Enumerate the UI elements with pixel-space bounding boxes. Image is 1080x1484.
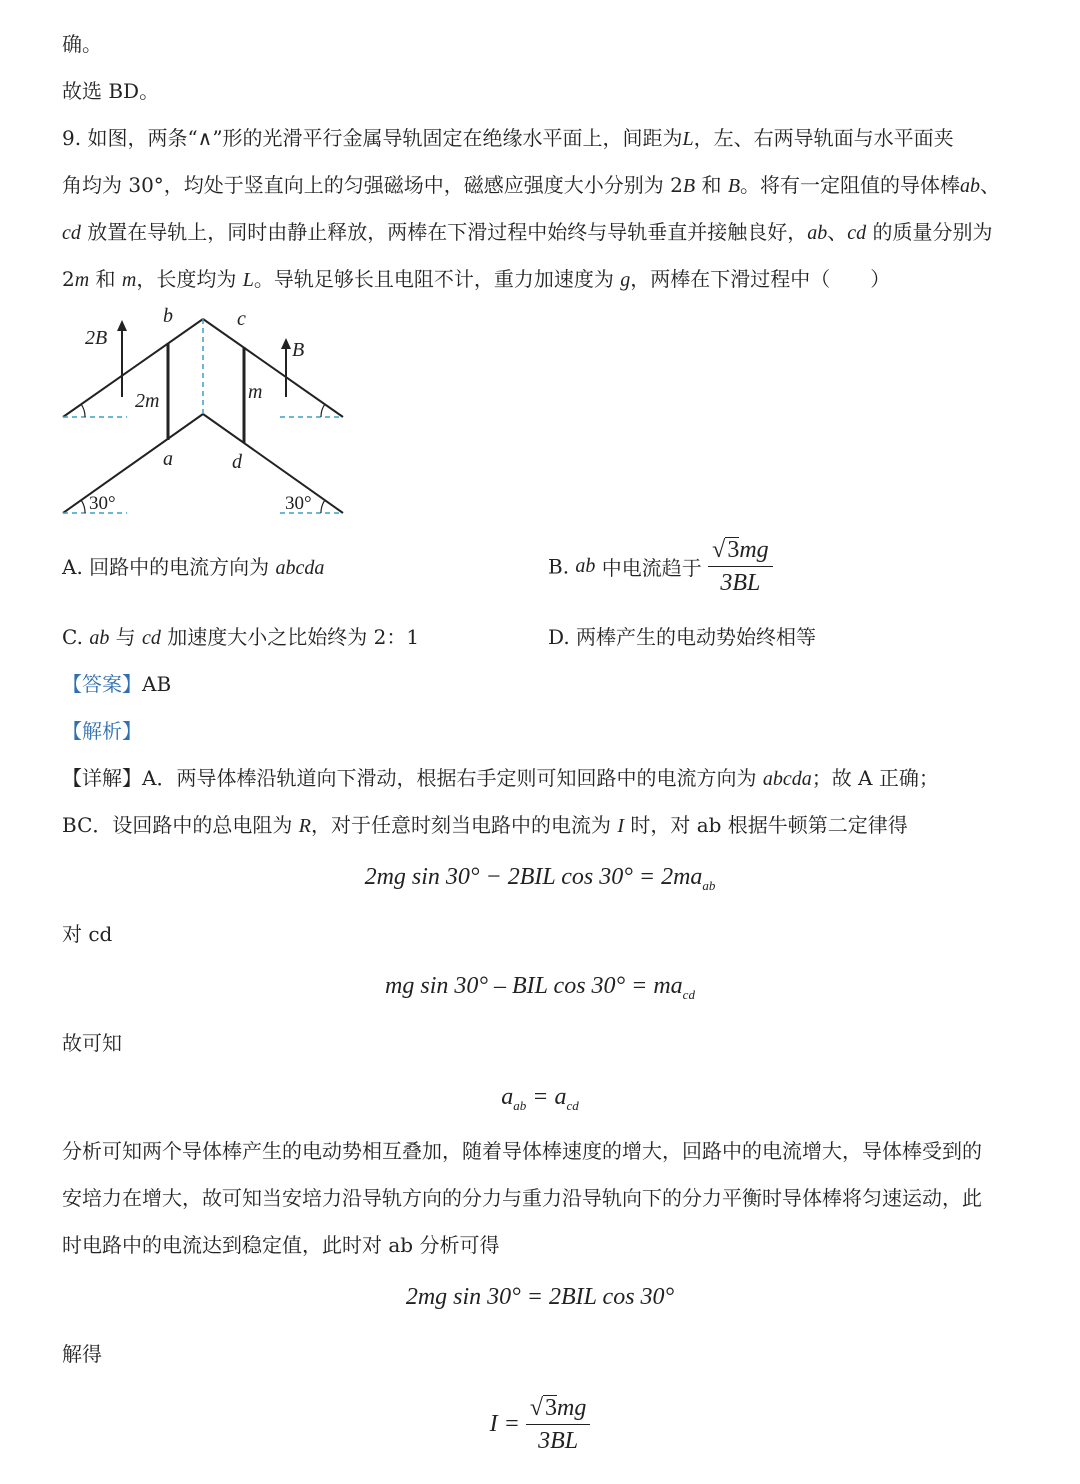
solve-label: 解得 — [62, 1342, 102, 1366]
label-2m: 2m — [135, 390, 160, 412]
equation-5-fraction: $\frac{√3mg}{3BL}$ — [526, 1394, 591, 1455]
option-b-fraction: $\frac{√3mg}{3BL}$ — [708, 536, 773, 597]
angle-arc-upper-right — [321, 404, 325, 417]
paragraph-line-3: 时电路中的电流达到稳定值，此时对 ab 分析可得 — [62, 1233, 500, 1257]
question-line-3: cd 放置在导轨上，同时由静止释放，两棒在下滑过程中始终与导轨垂直并接触良好，ab、cd 的质量分别为 — [62, 220, 993, 244]
label-c: c — [237, 308, 246, 330]
label-d: d — [232, 451, 242, 473]
label-angle-left: 30° — [89, 493, 116, 514]
upper-right-rail — [203, 319, 343, 417]
question-line-4: 2m 和 m，长度均为 L。导轨足够长且电阻不计，重力加速度为 g，两棒在下滑过程中（ ） — [62, 267, 891, 291]
label-2B: 2B — [85, 327, 108, 349]
angle-arc-lower-right — [321, 500, 325, 513]
option-b: B. ab 中电流趋于 $\frac{√3mg}{3BL}$ — [548, 536, 773, 597]
upper-left-rail — [63, 319, 203, 417]
prev-line-1: 确。 — [62, 32, 102, 56]
for-cd-label: 对 cd — [62, 922, 113, 946]
field-arrow-B-head — [281, 338, 291, 349]
analysis-label: 【解析】 — [62, 719, 142, 743]
label-angle-right: 30° — [285, 493, 312, 514]
equation-1: 2mg sin 30° − 2BIL $\cos 30^\circ = 2ma_{ab}$ — [364, 864, 716, 893]
option-a: A. 回路中的电流方向为 abcda — [62, 555, 325, 579]
equation-4: 2mg sin 30° = 2BIL cos 30° — [405, 1284, 675, 1310]
label-b: b — [163, 305, 173, 327]
paragraph-line-2: 安培力在增大，故可知当安培力沿导轨方向的分力与重力沿导轨向下的分力平衡时导体棒将匀速运动，此 — [62, 1186, 982, 1210]
label-a: a — [163, 448, 173, 470]
question-line-2: 角均为 30°，均处于竖直向上的匀强磁场中，磁感应强度大小分别为 2B 和 B。将有一定阻值的导体棒ab、 — [62, 173, 1001, 197]
thus-label: 故可知 — [62, 1031, 122, 1055]
label-B: B — [292, 339, 305, 361]
paragraph-line-1: 分析可知两个导体棒产生的电动势相互叠加，随着导体棒速度的增大，回路中的电流增大，导体棒受到的 — [62, 1139, 982, 1163]
detail-line-1: 【详解】A．两导体棒沿轨道向下滑动，根据右手定则可知回路中的电流方向为 abcda；故 A 正确； — [62, 766, 939, 790]
lower-left-rail — [63, 414, 203, 513]
lower-right-rail — [203, 414, 343, 513]
equation-5: I = $\frac{√3mg}{3BL}$ — [0, 1394, 1080, 1455]
detail-line-2: BC．设回路中的总电阻为 R，对于任意时刻当电路中的电流为 I 时，对 ab 根据牛顿第二定律得 — [62, 813, 908, 837]
rails-figure — [55, 300, 355, 525]
equation-2: mg sin 30° – BIL $\cos 30^\circ = ma_{cd}$ — [385, 973, 695, 1002]
option-c: C. ab 与 cd 加速度大小之比始终为 2：1 — [62, 625, 420, 649]
option-d: D. 两棒产生的电动势始终相等 — [548, 625, 817, 649]
field-arrow-2B-head — [117, 320, 127, 331]
question-line-1: 9. 如图，两条“∧”形的光滑平行金属导轨固定在绝缘水平面上，间距为L，左、右两导轨面与水平面夹 — [62, 126, 954, 150]
prev-line-2: 故选 BD。 — [62, 79, 160, 103]
angle-arc-lower-left — [81, 500, 85, 513]
equation-3: $a_{ab} = a_{cd}$ — [501, 1084, 579, 1113]
angle-arc-upper-left — [81, 404, 85, 417]
answer-line: 【答案】AB — [62, 672, 172, 696]
label-m: m — [248, 381, 263, 403]
